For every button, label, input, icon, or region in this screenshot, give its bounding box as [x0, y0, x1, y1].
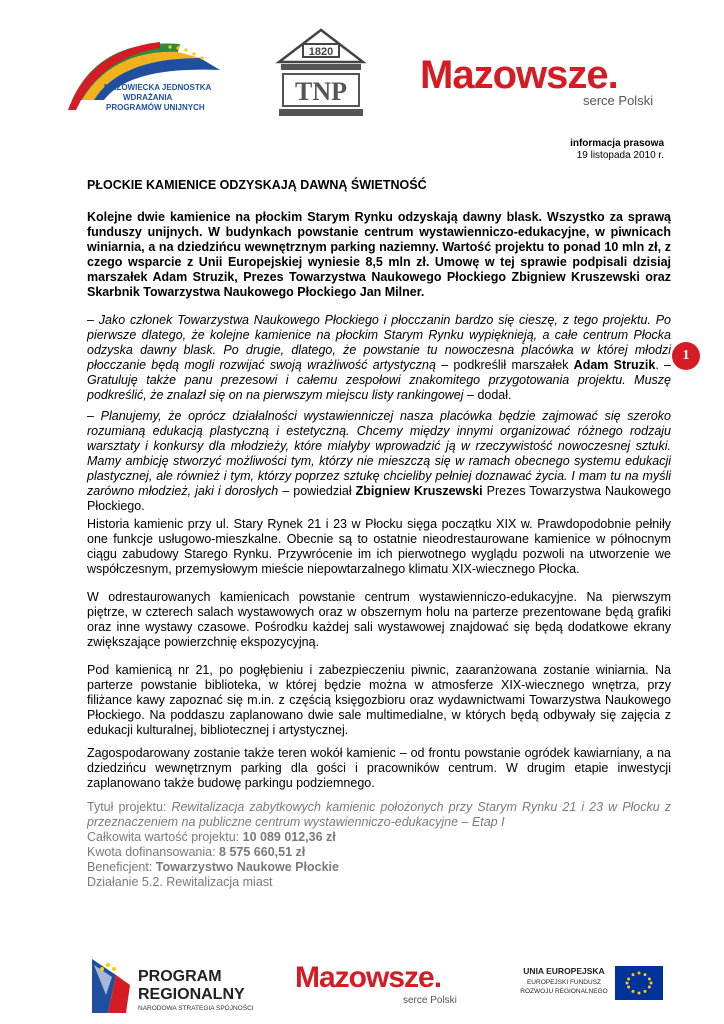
project-total-value: 10 089 012,36 zł: [242, 830, 336, 844]
press-date: 19 listopada 2010 r.: [576, 150, 664, 161]
program-regionalny-logo: [88, 955, 278, 1015]
project-total-line: [87, 830, 671, 845]
quote-struzik-end: – dodał.: [463, 388, 512, 402]
history-paragraph: Historia kamienic przy ul. Stary Rynek 21 i 23 w Płocku sięga początku XIX w. Prawdopodobnie pełniły one funkcje usługowo-mieszkalne. Obecnie są to ostatnie nieodrestaurowane kamienice w północnym ciągu zabudowy Starego Rynku. Przywrócenie im ich pierwotnego wyglądu pozwoli na utworzenie we współczesnym, przemysłowym mieście niepowtarzalnego klimatu XIX-wiecznego Płocka.: [87, 517, 671, 576]
quote-kruszewski-text: – Planujemy, że oprócz działalności wystawienniczej nasza placówka będzie zajmować się szeroko rozumianą edukacją plastyczną i estetyczną. Chcemy między innymi organizować różnego rodzaju warsztaty i konkursy dla młodzieży, które miałyby wprowadzić ją w rzeczywistość nowoczesnej sztuki. Mamy ambicję stworzyć możliwości tym, którzy nie mieszczą się w ramach obecnego systemu edukacji plastycznej, ale również i tym, którzy poprzez sztukę chcieliby pełniej doznawać życia. I mam tu na myśli zarówno młodzież, jaki i dorosłych: [87, 409, 671, 498]
project-action: Działanie 5.2. Rewitalizacja miast: [87, 875, 273, 889]
project-cofund-value: 8 575 660,51 zł: [219, 845, 306, 859]
quote-kruszewski-attr-pre: – powiedział: [278, 484, 356, 498]
project-beneficiary-value: Towarzystwo Naukowe Płockie: [155, 860, 339, 874]
center-paragraph: W odrestaurowanych kamienicach powstanie centrum wystawienniczo-edukacyjne. Na pierwszym piętrze, w czterech salach wystawowych oraz w obszernym holu na parterze prezentowane będą grafiki oraz inne wystawy czasowe. Pośrodku każdej sali wystawowej znajdować się będą dodatkowe ekrany zwiększające powierzchnię ekspozycyjną.: [87, 590, 671, 649]
page-number-badge: 1: [672, 342, 700, 370]
wine-cellar-paragraph: Pod kamienicą nr 21, po pogłębieniu i zabezpieczeniu piwnic, zaaranżowana zostanie winiarnia. Na parterze powstanie biblioteka, w której będzie można w atmosferze XIX-wiecznego wnętrza, przy filiżance kawy zapoznać się m.in. z częścią księgozbioru oraz wydawnictwami Towarzystwa Naukowego Płockiego. Na poddaszu zaplanowano dwie sale multimedialne, w których będą odbywały się zajęcia z edukacji kulturalnej, bibliotecznej i artystycznej.: [87, 663, 671, 737]
tnp-logo: [275, 28, 367, 120]
mjwpu-logo: [60, 30, 230, 130]
eu-title: UNIA EUROPEJSKA: [523, 966, 605, 976]
quote-struzik-part2: – Gratuluję także panu prezesowi i całemu zespołowi znakomitego przygotowania projektu. Muszę podkreślić, że znalazł się on na pierwszym miejscu listy rankingowej: [87, 358, 671, 402]
mjwpu-line-3: PROGRAMÓW UNIJNYCH: [106, 103, 205, 112]
quote-struzik-part1: – Jako członek Towarzystwa Naukowego Płockiego i płocczanin bardzo się cieszę, z tego projektu. Po pierwsze dlatego, że kolejne kamienice na płockim Starym Rynku wypiękniej̨ą, a całe centrum Płocka odzyska dawny blask. Po drugie, dlatego, że powstanie tu nowoczesna placówka w której młodzi płocczanie będą mogli rozwijać swoją wrażliwość artystyczną: [87, 313, 671, 372]
project-beneficiary-line: [87, 860, 671, 875]
tnp-year: 1820: [308, 46, 334, 58]
eu-logo: [515, 962, 665, 1012]
program-sub: NARODOWA STRATEGIA SPÓJNOŚCI: [138, 1005, 254, 1012]
quote-struzik: [87, 313, 671, 403]
mazowsze-tagline: serce Polski: [583, 93, 654, 108]
quote-kruszewski-attr-post: Prezes Towarzystwa Naukowego Płockiego.: [87, 484, 671, 513]
project-title-label: Tytuł projektu:: [87, 800, 172, 814]
quote-struzik-name: Adam Struzik: [573, 358, 656, 372]
page-title: PŁOCKIE KAMIENICE ODZYSKAJĄ DAWNĄ ŚWIETNOŚĆ: [87, 178, 427, 192]
project-info: [87, 800, 671, 890]
program-line-2: REGIONALNY: [138, 986, 245, 1003]
lead-paragraph: Kolejne dwie kamienice na płockim Starym Rynku odzyskają dawny blask. Wszystko za sprawą funduszy unijnych. W budynkach powstanie centrum wystawienniczo-edukacyjne, w piwnicach winiarnia, a na dziedzińcu wewnętrznym parking naziemny. Wartość projektu to ponad 10 mln zł, z czego wsparcie z Unii Europejskiej wyniesie 8,5 mln zł. Umowę w tej sprawie podpisali dzisiaj marszałek Adam Struzik, Prezes Towarzystwa Naukowego Płockiego Zbigniew Kruszewski oraz Skarbnik Towarzystwa Naukowego Płockiego Jan Milner.: [87, 210, 671, 299]
quote-struzik-attr-pre: – podkreślił marszałek: [435, 358, 574, 372]
mazowsze-wordmark: Mazowsze.: [420, 53, 618, 97]
mjwpu-line-1: MAZOWIECKA JEDNOSTKA: [104, 83, 212, 92]
footer-mazowsze-tagline: serce Polski: [403, 995, 457, 1006]
project-total-label: Całkowita wartość projektu:: [87, 830, 243, 844]
program-line-1: PROGRAM: [138, 968, 222, 985]
project-beneficiary-label: Beneficjent:: [87, 860, 156, 874]
footer-mazowsze-logo: [295, 962, 475, 1012]
mazowsze-logo: [420, 55, 670, 110]
tnp-text: TNP: [295, 77, 347, 106]
surroundings-paragraph: Zagospodarowany zostanie także teren wokół kamienic – od frontu powstanie ogródek kawiarniany, a na dziedzińcu wewnętrznym parking dla gości i pracowników centrum. W drugim etapie inwestycji zaplanowano także budowę parkingu podziemnego.: [87, 746, 671, 790]
press-info: [570, 138, 664, 162]
project-title-value: Rewitalizacja zabytkowych kamienic położonych przy Starym Rynku 21 i 23 w Płocku z przeznaczeniem na publiczne centrum wystawienniczo-edukacyjne – Etap I: [87, 800, 672, 829]
mjwpu-line-2: WDRAŻANIA: [123, 93, 173, 102]
eu-line-2: ROZWOJU REGIONALNEGO: [520, 988, 608, 995]
quote-kruszewski: [87, 409, 671, 514]
project-cofund-label: Kwota dofinansowania:: [87, 845, 220, 859]
quote-kruszewski-name: Zbigniew Kruszewski: [355, 484, 483, 498]
press-label: informacja prasowa: [570, 138, 664, 149]
project-title-line: [87, 800, 671, 830]
quote-struzik-attr-post: .: [655, 358, 665, 372]
eu-line-1: EUROPEJSKI FUNDUSZ: [526, 979, 602, 986]
eu-flag-icon: [615, 966, 663, 1000]
footer-mazowsze-wordmark: Mazowsze.: [295, 961, 442, 994]
project-cofund-line: [87, 845, 671, 860]
